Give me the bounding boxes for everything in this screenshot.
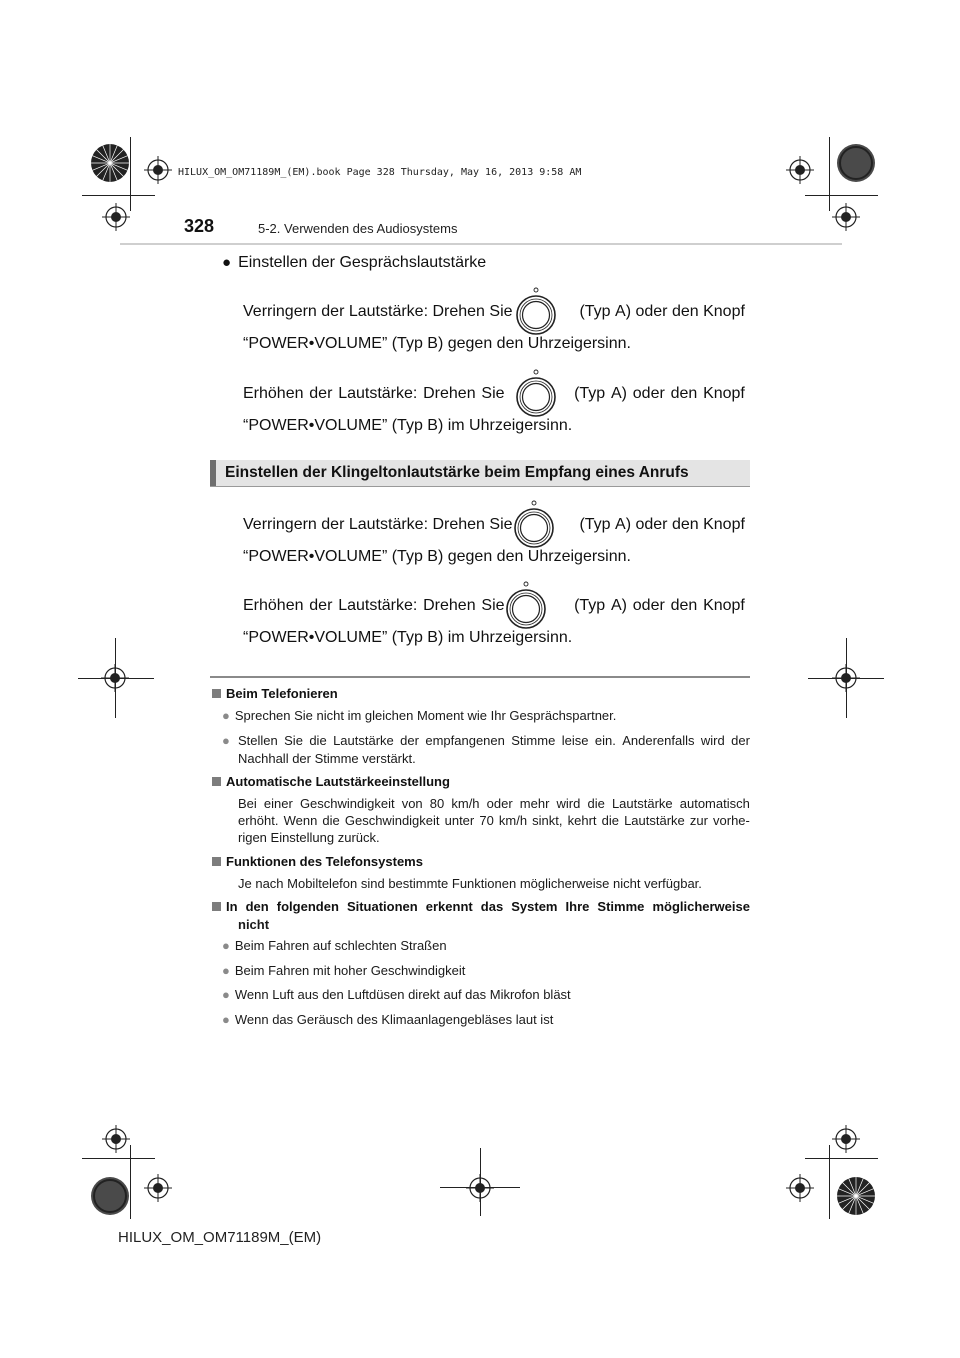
word: die bbox=[601, 813, 619, 828]
volume-knob-icon bbox=[511, 499, 557, 549]
instruction-line bbox=[243, 597, 745, 615]
fan-registration-icon bbox=[836, 1176, 876, 1216]
word: A) bbox=[615, 303, 632, 320]
word: zur bbox=[689, 813, 708, 828]
word: Stellen bbox=[238, 733, 278, 748]
word: Lautstärke bbox=[611, 796, 673, 811]
note-heading-icon-holder bbox=[212, 899, 226, 914]
crosshair-registration-icon bbox=[832, 664, 860, 692]
word: In bbox=[226, 899, 238, 914]
crosshair-registration-icon bbox=[144, 1174, 172, 1202]
word: Knopf bbox=[703, 516, 745, 533]
note-text-line: Je nach Mobiltelefon sind bestimmte Funktionen möglicherweise nicht verfügbar. bbox=[238, 876, 702, 891]
crop-line bbox=[82, 1158, 155, 1159]
word: folgenden bbox=[276, 899, 339, 914]
word: Stimme bbox=[511, 733, 556, 748]
crosshair-registration-icon bbox=[144, 156, 172, 184]
word: Situationen bbox=[346, 899, 418, 914]
word: ein. bbox=[594, 733, 616, 748]
crosshair-registration-icon bbox=[101, 664, 129, 692]
square-bullet-icon bbox=[212, 902, 221, 911]
word: Bei bbox=[238, 796, 257, 811]
word: automatisch bbox=[679, 796, 750, 811]
crosshair-registration-icon bbox=[786, 156, 814, 184]
word: (Typ bbox=[574, 597, 606, 614]
word: A) bbox=[615, 516, 632, 533]
word: Lautstärke: bbox=[348, 516, 429, 533]
word: Lautstärke: bbox=[338, 385, 418, 402]
word: Sie bbox=[489, 516, 513, 533]
volume-knob-icon bbox=[513, 368, 559, 418]
word: Lautstärke: bbox=[338, 597, 418, 614]
word: Erhöhen bbox=[243, 597, 304, 614]
topic-title: ● Einstellen der Gesprächslautstärke bbox=[222, 254, 487, 271]
word: den bbox=[671, 303, 699, 320]
note-text-line: Nachhall der Stimme verstärkt. bbox=[238, 751, 416, 766]
note-bullet: ● Wenn Luft aus den Luftdüsen direkt auf das Mikrofon bläst bbox=[222, 987, 571, 1002]
footer-manual-code: HILUX_OM_OM71189M_(EM) bbox=[118, 1229, 322, 1246]
word: A) bbox=[610, 597, 627, 614]
note-bullet bbox=[222, 733, 235, 748]
word: Knopf bbox=[703, 303, 745, 320]
word: System bbox=[511, 899, 558, 914]
word: von bbox=[401, 796, 423, 811]
word: unter bbox=[444, 813, 475, 828]
instruction-line bbox=[243, 303, 745, 321]
word: Geschwindigkeit bbox=[344, 813, 440, 828]
word: oder bbox=[635, 516, 668, 533]
instruction-line bbox=[243, 516, 745, 534]
word: den bbox=[670, 597, 698, 614]
crosshair-registration-icon bbox=[102, 203, 130, 231]
word: Drehen bbox=[423, 385, 476, 402]
book-file-stamp: HILUX_OM_OM71189M_(EM).book Page 328 Thursday, May 16, 2013 9:58 AM bbox=[178, 167, 582, 178]
volume-knob-icon bbox=[503, 580, 549, 630]
word: oder bbox=[632, 385, 665, 402]
word: wird bbox=[700, 733, 725, 748]
word: erkennt bbox=[425, 899, 473, 914]
word: der bbox=[400, 733, 419, 748]
note-text-line bbox=[238, 813, 750, 828]
word: (Typ bbox=[579, 303, 611, 320]
word: km/h bbox=[451, 796, 480, 811]
square-bullet-icon bbox=[212, 689, 221, 698]
word: A) bbox=[610, 385, 627, 402]
word: mehr bbox=[519, 796, 550, 811]
crop-line bbox=[130, 137, 131, 211]
word: Verringern bbox=[243, 516, 317, 533]
note-bullet: ● Sprechen Sie nicht im gleichen Moment wie Ihr Gesprächspartner. bbox=[222, 708, 617, 723]
fan-registration-icon bbox=[90, 1176, 130, 1216]
word: Drehen bbox=[432, 516, 485, 533]
bullet-dot-icon: ● bbox=[222, 1012, 230, 1027]
word: 80 bbox=[429, 796, 445, 811]
word: Verringern bbox=[243, 303, 317, 320]
word: oder bbox=[632, 597, 665, 614]
bullet-dot-icon: ● bbox=[222, 987, 230, 1002]
word: die bbox=[309, 733, 327, 748]
word: Sie bbox=[489, 303, 513, 320]
crosshair-registration-icon bbox=[832, 1125, 860, 1153]
word: Lautstärke bbox=[624, 813, 685, 828]
word: sinkt, bbox=[532, 813, 563, 828]
word: der bbox=[309, 385, 333, 402]
word: Stimme bbox=[597, 899, 645, 914]
word: das bbox=[480, 899, 504, 914]
fan-registration-icon bbox=[836, 143, 876, 183]
word: (Typ bbox=[574, 385, 606, 402]
crop-line bbox=[82, 195, 155, 196]
word: empfangenen bbox=[425, 733, 505, 748]
note-text-line bbox=[238, 733, 750, 748]
crop-line bbox=[130, 1145, 131, 1219]
word: Drehen bbox=[432, 303, 485, 320]
note-text-line: rigen Einstellung zurück. bbox=[238, 830, 380, 845]
square-bullet-icon bbox=[212, 857, 221, 866]
page-number: 328 bbox=[184, 216, 215, 236]
note-heading-continuation: nicht bbox=[238, 917, 270, 932]
word: möglicherweise bbox=[652, 899, 750, 914]
word: der bbox=[309, 597, 333, 614]
word: Sie bbox=[284, 733, 303, 748]
bullet-dot-icon: ● bbox=[222, 938, 230, 953]
fan-registration-icon bbox=[90, 143, 130, 183]
instruction-continuation: “POWER•VOLUME” (Typ B) gegen den Uhrzeigersinn. bbox=[243, 548, 631, 565]
word: Ihre bbox=[565, 899, 590, 914]
word: der bbox=[321, 516, 345, 533]
note-text-line bbox=[238, 796, 750, 811]
instruction-line bbox=[243, 385, 745, 403]
word: Knopf bbox=[703, 597, 745, 614]
word: Sie bbox=[481, 597, 505, 614]
crop-line bbox=[805, 1158, 878, 1159]
word: den bbox=[670, 385, 698, 402]
note-heading: Automatische Lautstärkeeinstellung bbox=[212, 774, 450, 789]
word: 70 bbox=[479, 813, 494, 828]
bullet-dot-icon: ● bbox=[222, 254, 232, 271]
note-heading: Funktionen des Telefonsystems bbox=[212, 854, 423, 869]
note-bullet: ● Beim Fahren mit hoher Geschwindigkeit bbox=[222, 963, 466, 978]
section-heading-bar bbox=[210, 460, 750, 487]
word: oder bbox=[486, 796, 513, 811]
header-rule bbox=[120, 243, 842, 245]
bullet-dot-icon: ● bbox=[222, 963, 230, 978]
instruction-continuation: “POWER•VOLUME” (Typ B) im Uhrzeigersinn. bbox=[243, 629, 573, 646]
word: der bbox=[731, 733, 750, 748]
word: Geschwindigkeit bbox=[299, 796, 395, 811]
word: den bbox=[245, 899, 269, 914]
word: die bbox=[587, 796, 605, 811]
word: kehrt bbox=[567, 813, 597, 828]
crosshair-registration-icon bbox=[786, 1174, 814, 1202]
word: Wenn bbox=[283, 813, 318, 828]
instruction-continuation: “POWER•VOLUME” (Typ B) im Uhrzeigersinn. bbox=[243, 417, 573, 434]
crosshair-registration-icon bbox=[102, 1125, 130, 1153]
word: leise bbox=[561, 733, 589, 748]
word: einer bbox=[263, 796, 293, 811]
heading-accent bbox=[210, 460, 216, 486]
word: oder bbox=[635, 303, 668, 320]
bullet-dot-icon: ● bbox=[222, 708, 230, 723]
word: Erhöhen bbox=[243, 385, 304, 402]
note-heading: Beim Telefonieren bbox=[212, 686, 338, 701]
word: Lautstärke: bbox=[348, 303, 429, 320]
word: Knopf bbox=[703, 385, 745, 402]
note-heading bbox=[226, 899, 750, 914]
word: erhöht. bbox=[238, 813, 279, 828]
word: vorhe- bbox=[713, 813, 750, 828]
crosshair-registration-icon bbox=[466, 1174, 494, 1202]
note-bullet: ● Beim Fahren auf schlechten Straßen bbox=[222, 938, 447, 953]
instruction-continuation: “POWER•VOLUME” (Typ B) gegen den Uhrzeigersinn. bbox=[243, 335, 631, 352]
word: den bbox=[671, 516, 699, 533]
crop-line bbox=[805, 195, 878, 196]
word: km/h bbox=[498, 813, 528, 828]
crop-line bbox=[829, 1145, 830, 1219]
word: wird bbox=[556, 796, 581, 811]
crosshair-registration-icon bbox=[832, 203, 860, 231]
section-heading: Einstellen der Klingeltonlautstärke beim Empfang eines Anrufs bbox=[225, 464, 689, 481]
bullet-dot-icon: ● bbox=[222, 733, 230, 748]
word: die bbox=[322, 813, 340, 828]
note-bullet: ● Wenn das Geräusch des Klimaanlagengebläses laut ist bbox=[222, 1012, 554, 1027]
crop-line bbox=[829, 137, 830, 211]
word: (Typ bbox=[579, 516, 611, 533]
section-title: 5-2. Verwenden des Audiosystems bbox=[258, 221, 458, 236]
word: Sie bbox=[481, 385, 505, 402]
word: Lautstärke bbox=[333, 733, 394, 748]
square-bullet-icon bbox=[212, 777, 221, 786]
volume-knob-icon bbox=[513, 286, 559, 336]
notes-rule bbox=[210, 676, 750, 678]
word: der bbox=[321, 303, 345, 320]
word: Drehen bbox=[423, 597, 476, 614]
word: Anderenfalls bbox=[622, 733, 695, 748]
